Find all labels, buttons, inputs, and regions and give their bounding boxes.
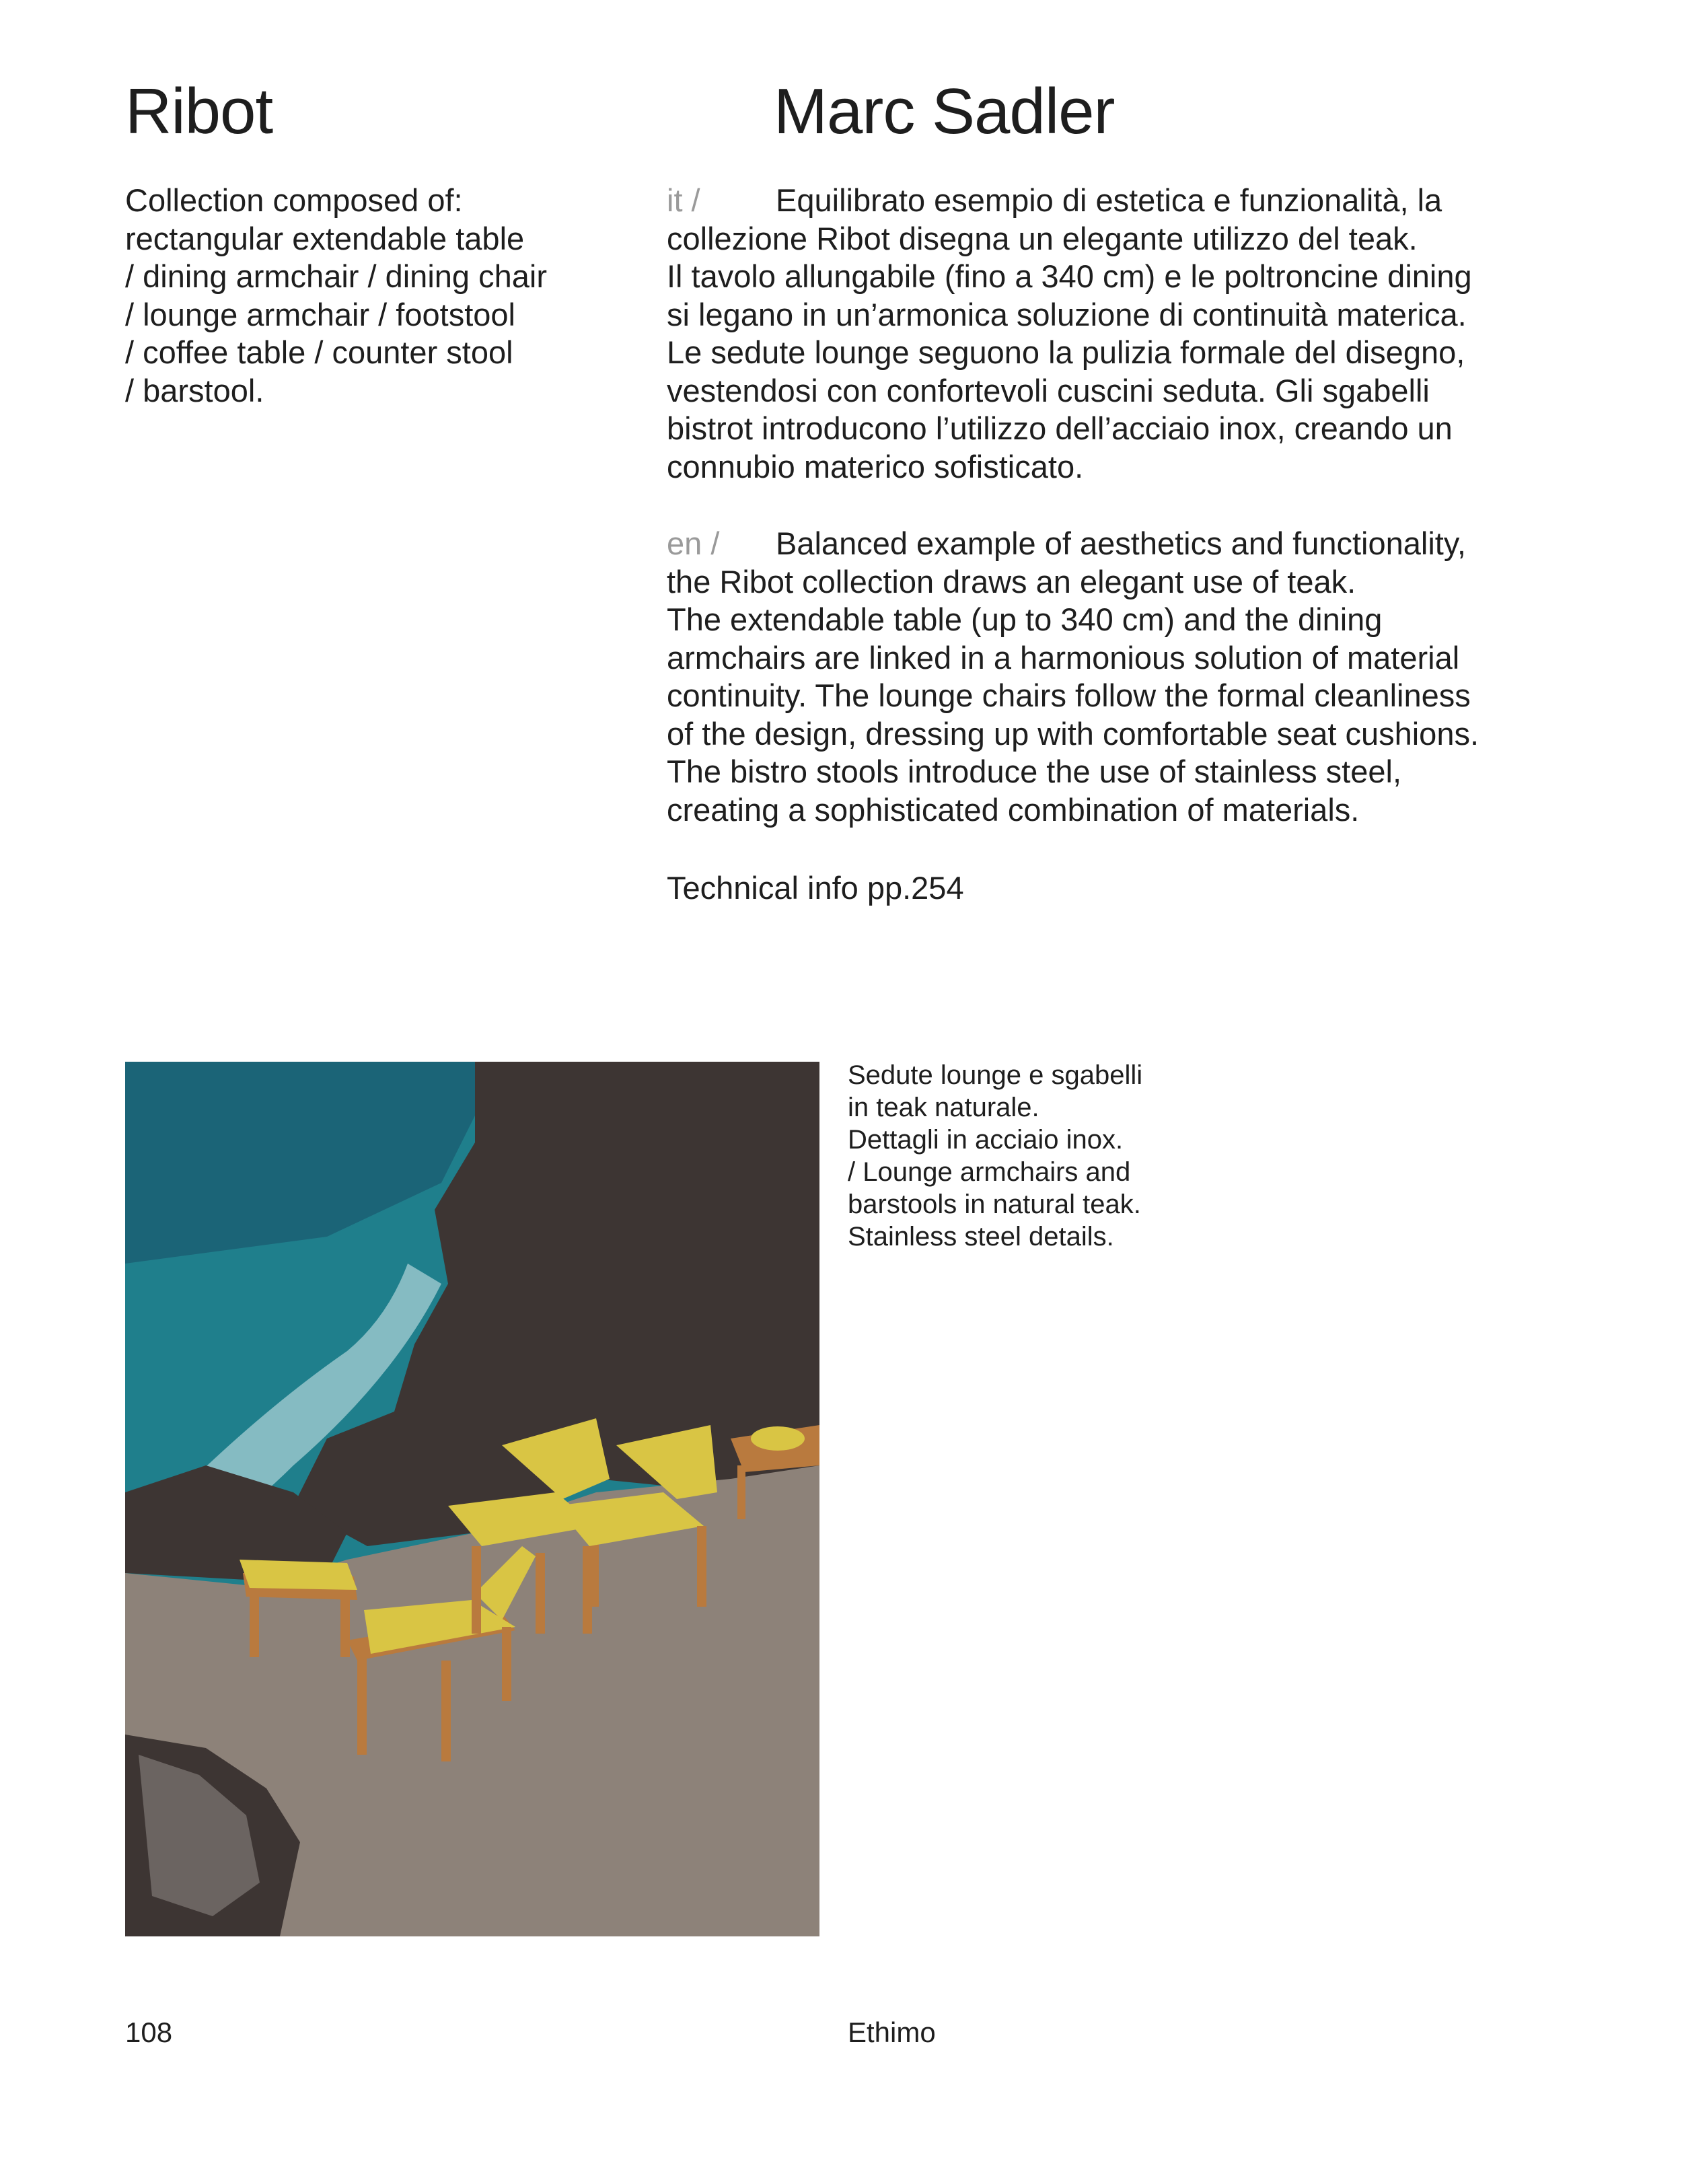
composition-line: / lounge armchair / footstool: [125, 296, 515, 332]
lang-label-it: it /: [667, 182, 700, 218]
description-line: creating a sophisticated combination of materials.: [667, 791, 1360, 828]
brand-name: Ethimo: [848, 2016, 936, 2048]
description-line: of the design, dressing up with comfortable seat cushions.: [667, 715, 1479, 752]
caption-line: Stainless steel details.: [848, 1222, 1114, 1251]
caption-line: barstools in natural teak.: [848, 1190, 1141, 1219]
composition-line: / dining armchair / dining chair: [125, 258, 547, 294]
caption-line: Dettagli in acciaio inox.: [848, 1125, 1124, 1155]
description-line: continuity. The lounge chairs follow the formal cleanliness: [667, 678, 1471, 713]
designer-name: Marc Sadler: [774, 75, 1115, 147]
description-line: The extendable table (up to 340 cm) and the dining: [667, 602, 1383, 637]
composition-line: Collection composed of:: [125, 182, 463, 218]
composition-line: / barstool.: [125, 372, 264, 408]
caption-line: Sedute lounge e sgabelli: [848, 1060, 1143, 1090]
description-line: the Ribot collection draws an elegant use of teak.: [667, 563, 1356, 599]
photo-caption: [848, 1059, 1224, 1253]
description-en: [667, 525, 1555, 829]
caption-line: / Lounge armchairs and: [848, 1157, 1131, 1187]
description-line: bistrot introducono l’utilizzo dell’acciaio inox, creando un: [667, 410, 1453, 446]
composition-line: / coffee table / counter stool: [125, 334, 513, 370]
description-line: connubio materico sofisticato.: [667, 448, 1084, 484]
composition-list: [125, 182, 663, 410]
collection-title: Ribot: [125, 75, 273, 147]
product-photo: [125, 1062, 819, 1936]
description-line: Balanced example of aesthetics and functionality,: [776, 525, 1466, 561]
description-line: si legano in un’armonica soluzione di continuità materica.: [667, 296, 1467, 332]
description-line: Il tavolo allungabile (fino a 340 cm) e le poltroncine dining: [667, 258, 1472, 294]
page-number: 108: [125, 2016, 173, 2048]
photo-illustration: [125, 1062, 819, 1936]
description-line: Le sedute lounge seguono la pulizia formale del disegno,: [667, 334, 1465, 370]
technical-info-link[interactable]: Technical info pp.254: [667, 870, 964, 906]
description-it: [667, 182, 1555, 486]
composition-line: rectangular extendable table: [125, 220, 525, 256]
lang-label-en: en /: [667, 525, 720, 561]
description-line: vestendosi con confortevoli cuscini seduta. Gli sgabelli: [667, 372, 1430, 408]
description-line: The bistro stools introduce the use of stainless steel,: [667, 754, 1402, 789]
description-line: armchairs are linked in a harmonious solution of material: [667, 639, 1460, 676]
caption-line: in teak naturale.: [848, 1093, 1039, 1122]
description-line: collezione Ribot disegna un elegante utilizzo del teak.: [667, 220, 1418, 256]
description-line: Equilibrato esempio di estetica e funzionalità, la: [776, 182, 1442, 218]
